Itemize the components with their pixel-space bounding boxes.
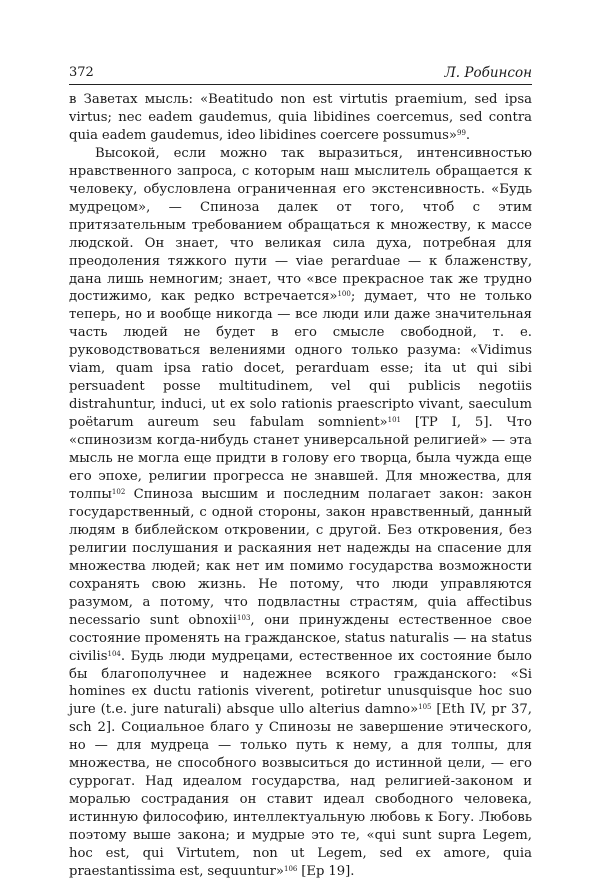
footnote-ref: 102	[111, 487, 126, 496]
body-paragraph	[69, 145, 532, 881]
page-number: 372	[69, 65, 94, 80]
running-head-author: Л. Робинсон	[444, 65, 532, 81]
text-run: ; думает, что не только теперь, но и вообще никогда — все люди или даже значительная часть людей не будет в его смысле свободной, т. е. руководствоваться велениями одного только разума: «Vidimus viam, quam ipsa ratio docet, perarduam esse; ita ut qui sibi persuadent posse multitudinem, vel qui publicis negotiis distrahuntur, induci, ut ex solo rationis praescripto vivant, saeculum poëtarum aureum seu fabulam somnient»	[69, 289, 532, 431]
footnote-ref: 103	[237, 613, 251, 622]
text-run: в Заветах мысль: «Beatitudo non est virtutis praemium, sed ipsa virtus; nec eadem gaudemus, quia libidines coercemus, sed contra quia eadem gaudemus, ideo libidines coercere possumus»	[69, 92, 532, 143]
text-run: , они принуждены естественное свое состояние променять на гражданское, status naturalis — на status civilis	[69, 612, 532, 664]
text-run: Высокой, если можно так выразиться, интенсивностью нравственного запроса, с которым наш мыслитель обращается к человеку, обусловлена ограниченная его экстенсивность. «Будь мудрецом», — Спиноза далек от того, чтоб с этим притязательным требованием обращаться к множеству, к массе людской. Он знает, что великая сила духа, потребная для преодоления тяжкого пути — viae perarduae — к блаженству, дана лишь немногим; знает, что «все прекрасное так же трудно достижимо, как редко встречается»	[69, 145, 532, 305]
text-run: [Ep 19].	[297, 863, 355, 879]
text-run: Спиноза высшим и последним полагает закон: закон государственный, с одной стороны, закон нравственный, данный людям в библейском откровении, с другой. Без откровения, без религии послушания и раскаяния нет надежды на спасение для множества людей; как нет им помимо государства возможности сохранять свою жизнь. Не потому, что люди управляются разумом, а потому, что подвластны страстям, quia affectibus necessario sunt obnoxii	[69, 486, 532, 628]
footnote-ref: 106	[283, 864, 298, 873]
footnote-ref: 100	[337, 290, 351, 299]
body-paragraph	[69, 91, 532, 145]
footnote-ref: 104	[107, 649, 121, 658]
main-text	[69, 91, 532, 881]
header-rule	[69, 84, 532, 85]
page-header	[69, 65, 532, 85]
footnote-ref: 101	[387, 416, 402, 425]
footnote-ref: 99	[457, 128, 466, 137]
text-run: [Eth IV, pr 37, sch 2]. Социальное благо у Спинозы не завершение этического, но — для мудреца — только путь к нему, а для толпы, для множества, не способного возвыситься до истинной цели, — его суррогат. Над идеалом государства, над религией-законом и моралью сострадания он ставит идеал свободного человека, истинную философию, интеллектуальную любовь к Богу. Любовь поэтому выше закона; и мудрые это те, «qui sunt supra Legem, hoc est, qui Virtutem, non ut Legem, sed ex amore, quia praestantissima est, sequuntur»	[69, 702, 533, 879]
text-run: . Будь люди мудрецами, естественное их состояние было бы благополучнее и надежнее всякого гражданского: «Si homines ex ductu rationis viverent, potiretur unusquisque hoc suo jure (t.e. jure naturali) absque ullo alterius damno»	[69, 648, 532, 718]
footnote-ref: 105	[418, 703, 432, 712]
text-run: [TP I, 5]. Что «спинозизм когда-нибудь станет универсальной религией» — эта мысль не могла еще придти в голову его творца, была чужда еще его эпохе, религии прогресса не знавшей. Для множества, для толпы	[69, 415, 532, 502]
text-run: .	[465, 127, 471, 143]
